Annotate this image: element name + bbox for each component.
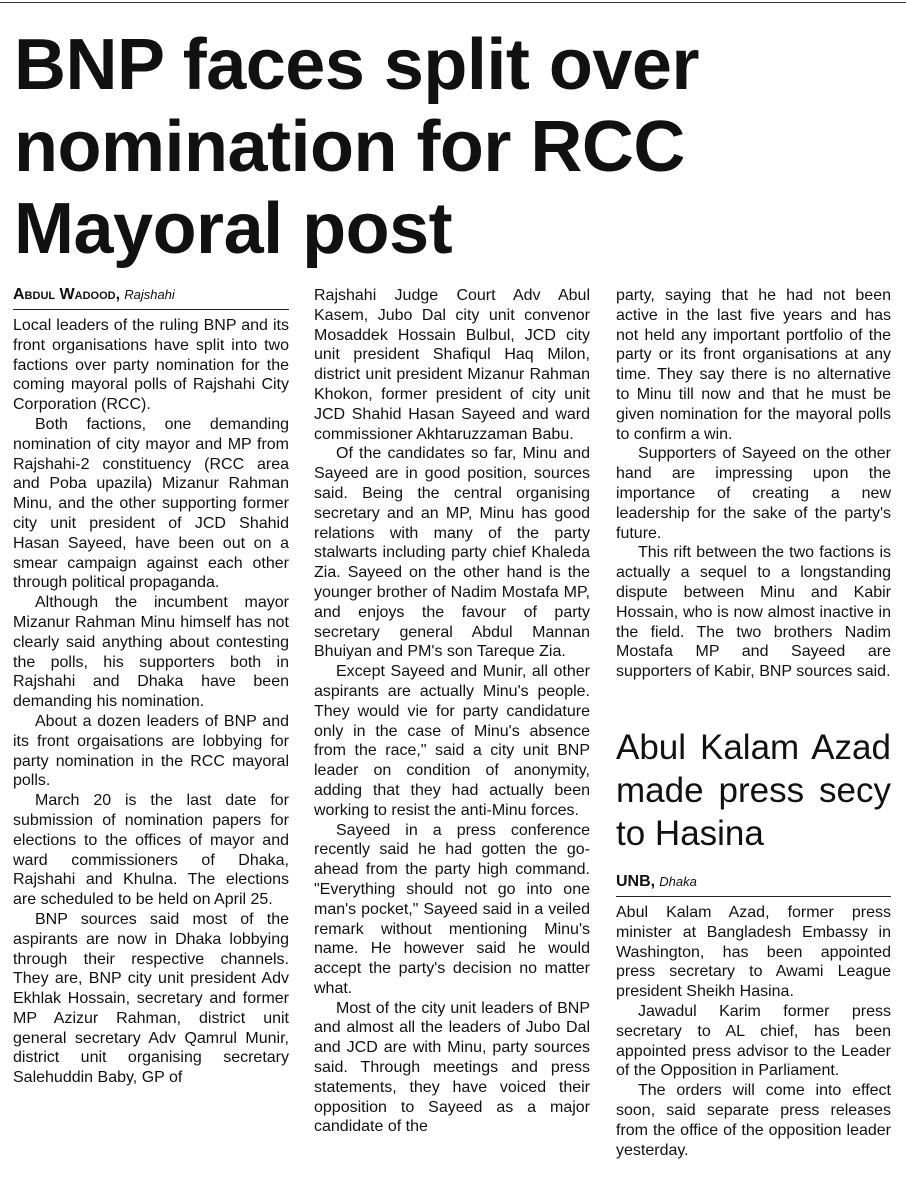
article-paragraph: This rift between the two factions is actually a sequel to a longstanding dispute between Minu and Kabir Hossain, who is now almost inactive in the field. The two brothers Nadim Mostafa MP and Sayeed are supporters of Kabir, BNP sources said. [616, 544, 891, 681]
article-paragraph: Sayeed in a press conference recently said he had gotten the go-ahead from the party high command. "Everything should not go into one man's pocket," Sayeed said in a veiled remark without mentioning Minu's name. He however said he would accept the party's decision no matter what. [314, 821, 590, 997]
article-paragraph: March 20 is the last date for submission of nomination papers for elections to the offices of mayor and ward commissioners of Dhaka, Rajshahi and Khulna. The elections are scheduled to be held on April 25. [13, 792, 289, 909]
article-paragraph: party, saying that he had not been active in the last five years and has not held any important portfolio of the party or its front organisations at any time. They say there is no alternative to Minu till now and that he must be given nomination for the mayoral polls to confirm a win. [616, 287, 891, 443]
article-column-1 [13, 286, 289, 1088]
article-paragraph: Rajshahi Judge Court Adv Abul Kasem, Jubo Dal city unit convenor Mosaddek Hossain Bulbul, JCD city unit president Shafiqul Haq Milon, district unit president Mizanur Rahman Khokon, former president of city unit JCD Shahid Hasan Sayeed and ward commissioner Akhtaruzzaman Babu. [314, 287, 590, 443]
article-paragraph: Although the incumbent mayor Mizanur Rahman Minu himself has not clearly said anything about contesting the polls, his supporters both in Rajshahi and Dhaka have been demanding his nomination. [13, 594, 289, 711]
brief-paragraph: Abul Kalam Azad, former press minister at Bangladesh Embassy in Washington, has been appointed press secretary to Awami League president Sheikh Hasina. [616, 903, 891, 1001]
article-paragraph: Of the candidates so far, Minu and Sayeed are in good position, sources said. Being the central organising secretary and an MP, Minu has good relations with many of the party stalwarts including party chief Khaleda Zia. Sayeed on the other hand is the younger brother of Nadim Mostafa MP, and enjoys the favour of party secretary general Abdul Mannan Bhuiyan and PM's son Tareque Zia. [314, 445, 590, 661]
brief-paragraph: The orders will come into effect soon, said separate press releases from the office of the opposition leader yesterday. [616, 1082, 891, 1159]
brief-paragraph: Jawadul Karim former press secretary to AL chief, has been appointed press advisor to the Leader of the Opposition in Parliament. [616, 1002, 891, 1080]
article-paragraph: Except Sayeed and Munir, all other aspirants are actually Minu's people. They would vie for party candidature only in the case of Minu's absence from the race," said a city unit BNP leader on condition of anonymity, adding that they had actually been working to resist the anti-Minu forces. [314, 663, 590, 819]
article-column-2 [314, 286, 590, 1137]
brief-headline: Abul Kalam Azad made press secy to Hasina [616, 727, 891, 853]
article-byline [13, 286, 289, 310]
brief-byline [616, 873, 891, 897]
byline-place: Rajshahi [124, 287, 175, 302]
article-paragraph: Local leaders of the ruling BNP and its front organisations have split into two factions over party nomination for the coming mayoral polls of Rajshahi City Corporation (RCC). [13, 317, 289, 414]
article-headline: BNP faces split over nomination for RCC Mayoral post [14, 25, 699, 269]
article-paragraph: Both factions, one demanding nomination of city mayor and MP from Rajshahi-2 constituency (RCC area and Poba upazila) Mizanur Rahman Minu, and the other supporting former city unit president of JCD Shahid Hasan Sayeed, have been out on a smear campaign against each other through political propaganda. [13, 415, 289, 592]
brief-byline-place: Dhaka [659, 873, 697, 889]
brief-byline-author: UNB, [616, 872, 656, 890]
article-paragraph: BNP sources said most of the aspirants are now in Dhaka lobbying through their respective channels. They are, BNP city unit president Adv Ekhlak Hossain, secretary and former MP Azizur Rahman, district unit general secretary Adv Qamrul Munir, district unit organising secretary Salehuddin Baby, GP of [13, 910, 289, 1087]
article-paragraph: About a dozen leaders of BNP and its front orgaisations are lobbying for party nomination in the RCC mayoral polls. [13, 712, 289, 790]
article-paragraph: Most of the city unit leaders of BNP and almost all the leaders of Jubo Dal and JCD are with Minu, party sources said. Through meetings and press statements, they have voiced their opposition to Sayeed as a major candidate of the [314, 999, 590, 1136]
byline-author: Abdul Wadood, [13, 286, 121, 303]
article-paragraph: Supporters of Sayeed on the other hand are impressing upon the importance of creating a new leadership for the sake of the party's future. [616, 445, 891, 542]
article-column-3 [616, 286, 891, 1160]
top-rule [0, 2, 906, 3]
